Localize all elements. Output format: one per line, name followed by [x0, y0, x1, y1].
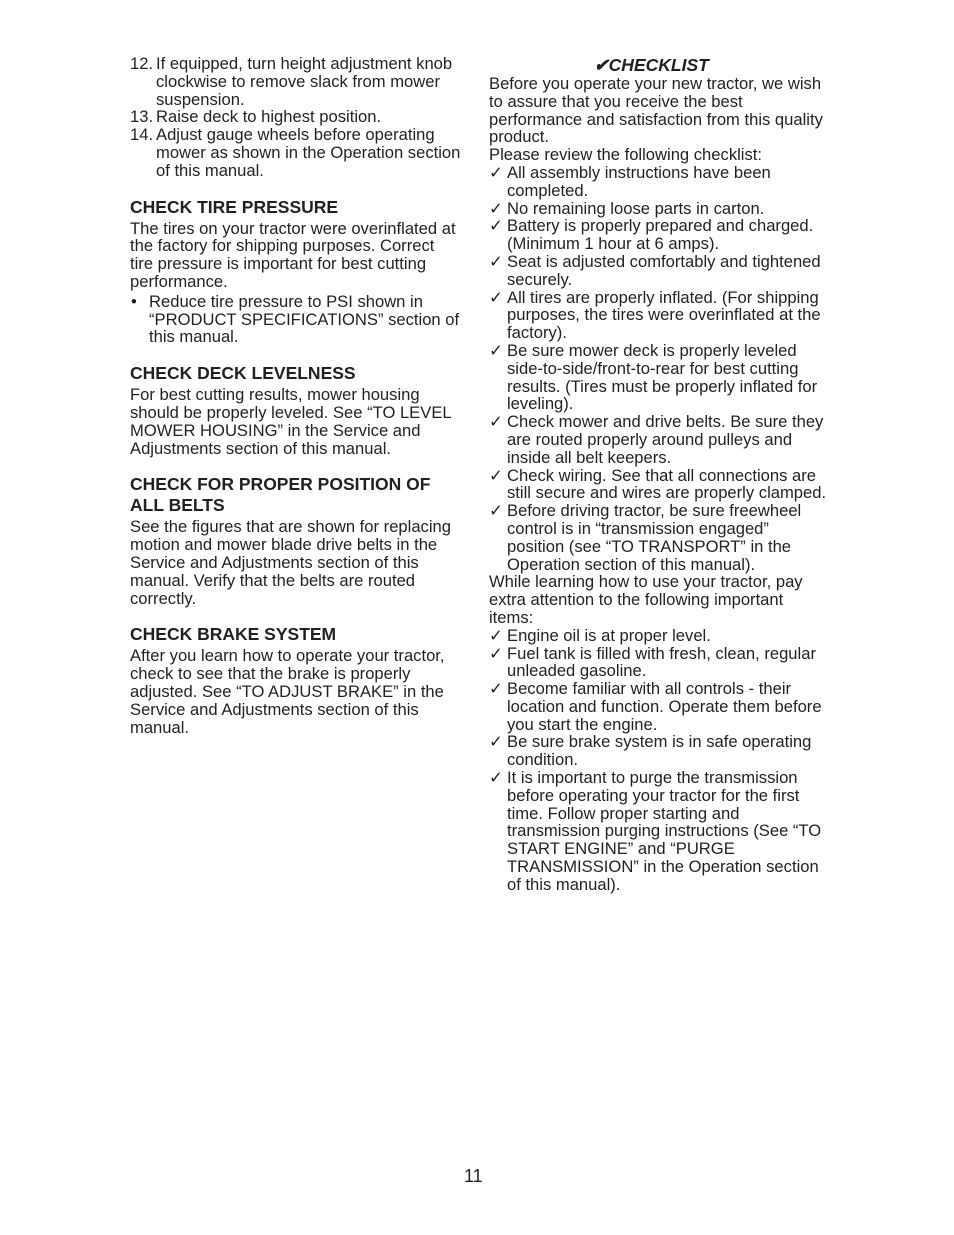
checklist-group-1 — [489, 164, 829, 573]
check-mark-icon: ✓ — [489, 768, 503, 788]
step-text: If equipped, turn height adjustment knob clockwise to remove slack from mower suspension. — [156, 54, 453, 109]
list-item — [489, 467, 829, 503]
tire-pressure-body: The tires on your tractor were overinflated at the factory for shipping purposes. Correct tire pressure is important for best cutting performance. — [130, 218, 456, 291]
checklist-group-2 — [489, 627, 829, 894]
check-mark-icon: ✓ — [489, 251, 503, 271]
list-item — [489, 413, 829, 466]
step-text: Raise deck to highest position. — [156, 107, 382, 127]
step-number: 13. — [130, 107, 154, 127]
deck-levelness-body: For best cutting results, mower housing should be properly leveled. See “TO LEVEL MOWER HOUSING” in the Service and Adjustments section of this manual. — [130, 385, 452, 458]
check-text: Before driving tractor, be sure freewheel control is in “transmission engaged” position (see “TO TRANSPORT” in the Operation section of this manual). — [507, 501, 802, 574]
check-text: Engine oil is at proper level. — [507, 625, 711, 645]
list-item — [489, 217, 829, 253]
check-text: Check wiring. See that all connections are still secure and wires are properly clamped. — [507, 465, 827, 503]
list-item — [130, 126, 462, 179]
belts-heading: CHECK FOR PROPER POSITION OF ALL BELTS — [130, 474, 431, 516]
list-item — [489, 645, 829, 681]
list-item — [489, 253, 829, 289]
check-text: All assembly instructions have been completed. — [507, 162, 771, 200]
check-mark-icon: ✓ — [489, 625, 503, 645]
list-item — [489, 289, 829, 342]
check-mark-icon: ✓ — [489, 412, 503, 432]
brake-system-heading: CHECK BRAKE SYSTEM — [130, 624, 337, 645]
belts-body: See the figures that are shown for replacing motion and mower blade drive belts in the Service and Adjustments section of this manual. Verify that the belts are routed correctly. — [130, 517, 452, 608]
check-mark-icon: ✓ — [489, 216, 503, 236]
check-text: Be sure mower deck is properly leveled side-to-side/front-to-rear for best cutting results. (Tires must be properly inflated for leveling). — [507, 340, 818, 414]
tire-pressure-heading: CHECK TIRE PRESSURE — [130, 196, 339, 217]
check-mark-icon: ✓ — [489, 643, 503, 663]
check-text: All tires are properly inflated. (For shipping purposes, the tires were overinflated at the factory). — [507, 287, 821, 343]
list-item — [489, 733, 829, 769]
bullet-mark: • — [131, 291, 137, 311]
list-item — [489, 680, 829, 733]
list-item — [130, 293, 462, 346]
check-mark-icon: ✓ — [489, 732, 503, 752]
check-mark-icon: ✓ — [489, 198, 503, 218]
step-number: 12. — [130, 54, 154, 73]
step-number: 14. — [130, 125, 154, 145]
checklist-title: ✔CHECKLIST — [594, 55, 709, 75]
list-item — [489, 627, 829, 645]
check-mark-icon: ✓ — [489, 162, 503, 182]
check-mark-icon: ✓ — [489, 287, 503, 307]
right-column — [489, 55, 829, 894]
checklist-intro: Before you operate your new tractor, we wish to assure that you receive the best performance and satisfaction from this quality product. — [489, 74, 823, 147]
check-mark-icon: ✓ — [489, 465, 503, 485]
check-text: Seat is adjusted comfortably and tightened securely. — [507, 251, 821, 289]
list-item — [130, 108, 462, 126]
check-text: Be sure brake system is in safe operating condition. — [507, 732, 812, 770]
check-text: Check mower and drive belts. Be sure they are routed properly around pulleys and inside all belt keepers. — [507, 412, 824, 467]
setup-steps — [130, 55, 462, 180]
deck-levelness-heading: CHECK DECK LEVELNESS — [130, 363, 356, 384]
checklist-review: Please review the following checklist: — [489, 145, 763, 165]
step-text: Adjust gauge wheels before operating mower as shown in the Operation section of this manual. — [156, 125, 461, 180]
left-column — [130, 55, 462, 736]
check-text: Become familiar with all controls - their location and function. Operate them before you start the engine. — [507, 679, 822, 734]
check-mark-icon: ✓ — [489, 679, 503, 699]
check-text: It is important to purge the transmission before operating your tractor for the first time. Follow proper starting and transmission purging instructions (See “TO START ENGINE” and “PURGE TRANSMISSION” in the Operation section of this manual). — [507, 768, 822, 894]
list-item — [489, 769, 829, 894]
tire-pressure-bullet: Reduce tire pressure to PSI shown in “PRODUCT SPECIFICATIONS” section of this manual. — [149, 291, 460, 347]
check-text: Battery is properly prepared and charged. (Minimum 1 hour at 6 amps). — [507, 216, 814, 254]
check-text: No remaining loose parts in carton. — [507, 198, 765, 218]
list-item — [130, 55, 462, 108]
check-mark-icon: ✓ — [489, 340, 503, 360]
brake-system-body: After you learn how to operate your tractor, check to see that the brake is properly adjusted. See “TO ADJUST BRAKE” in the Service and Adjustments section of this manual. — [130, 646, 445, 737]
list-item — [489, 342, 829, 413]
checklist-learning: While learning how to use your tractor, pay extra attention to the following important items: — [489, 572, 803, 627]
list-item — [489, 200, 829, 218]
check-text: Fuel tank is filled with fresh, clean, regular unleaded gasoline. — [507, 643, 816, 681]
list-item — [489, 164, 829, 200]
check-mark-icon: ✓ — [489, 501, 503, 521]
list-item — [489, 502, 829, 573]
page-number: 11 — [464, 1166, 483, 1186]
